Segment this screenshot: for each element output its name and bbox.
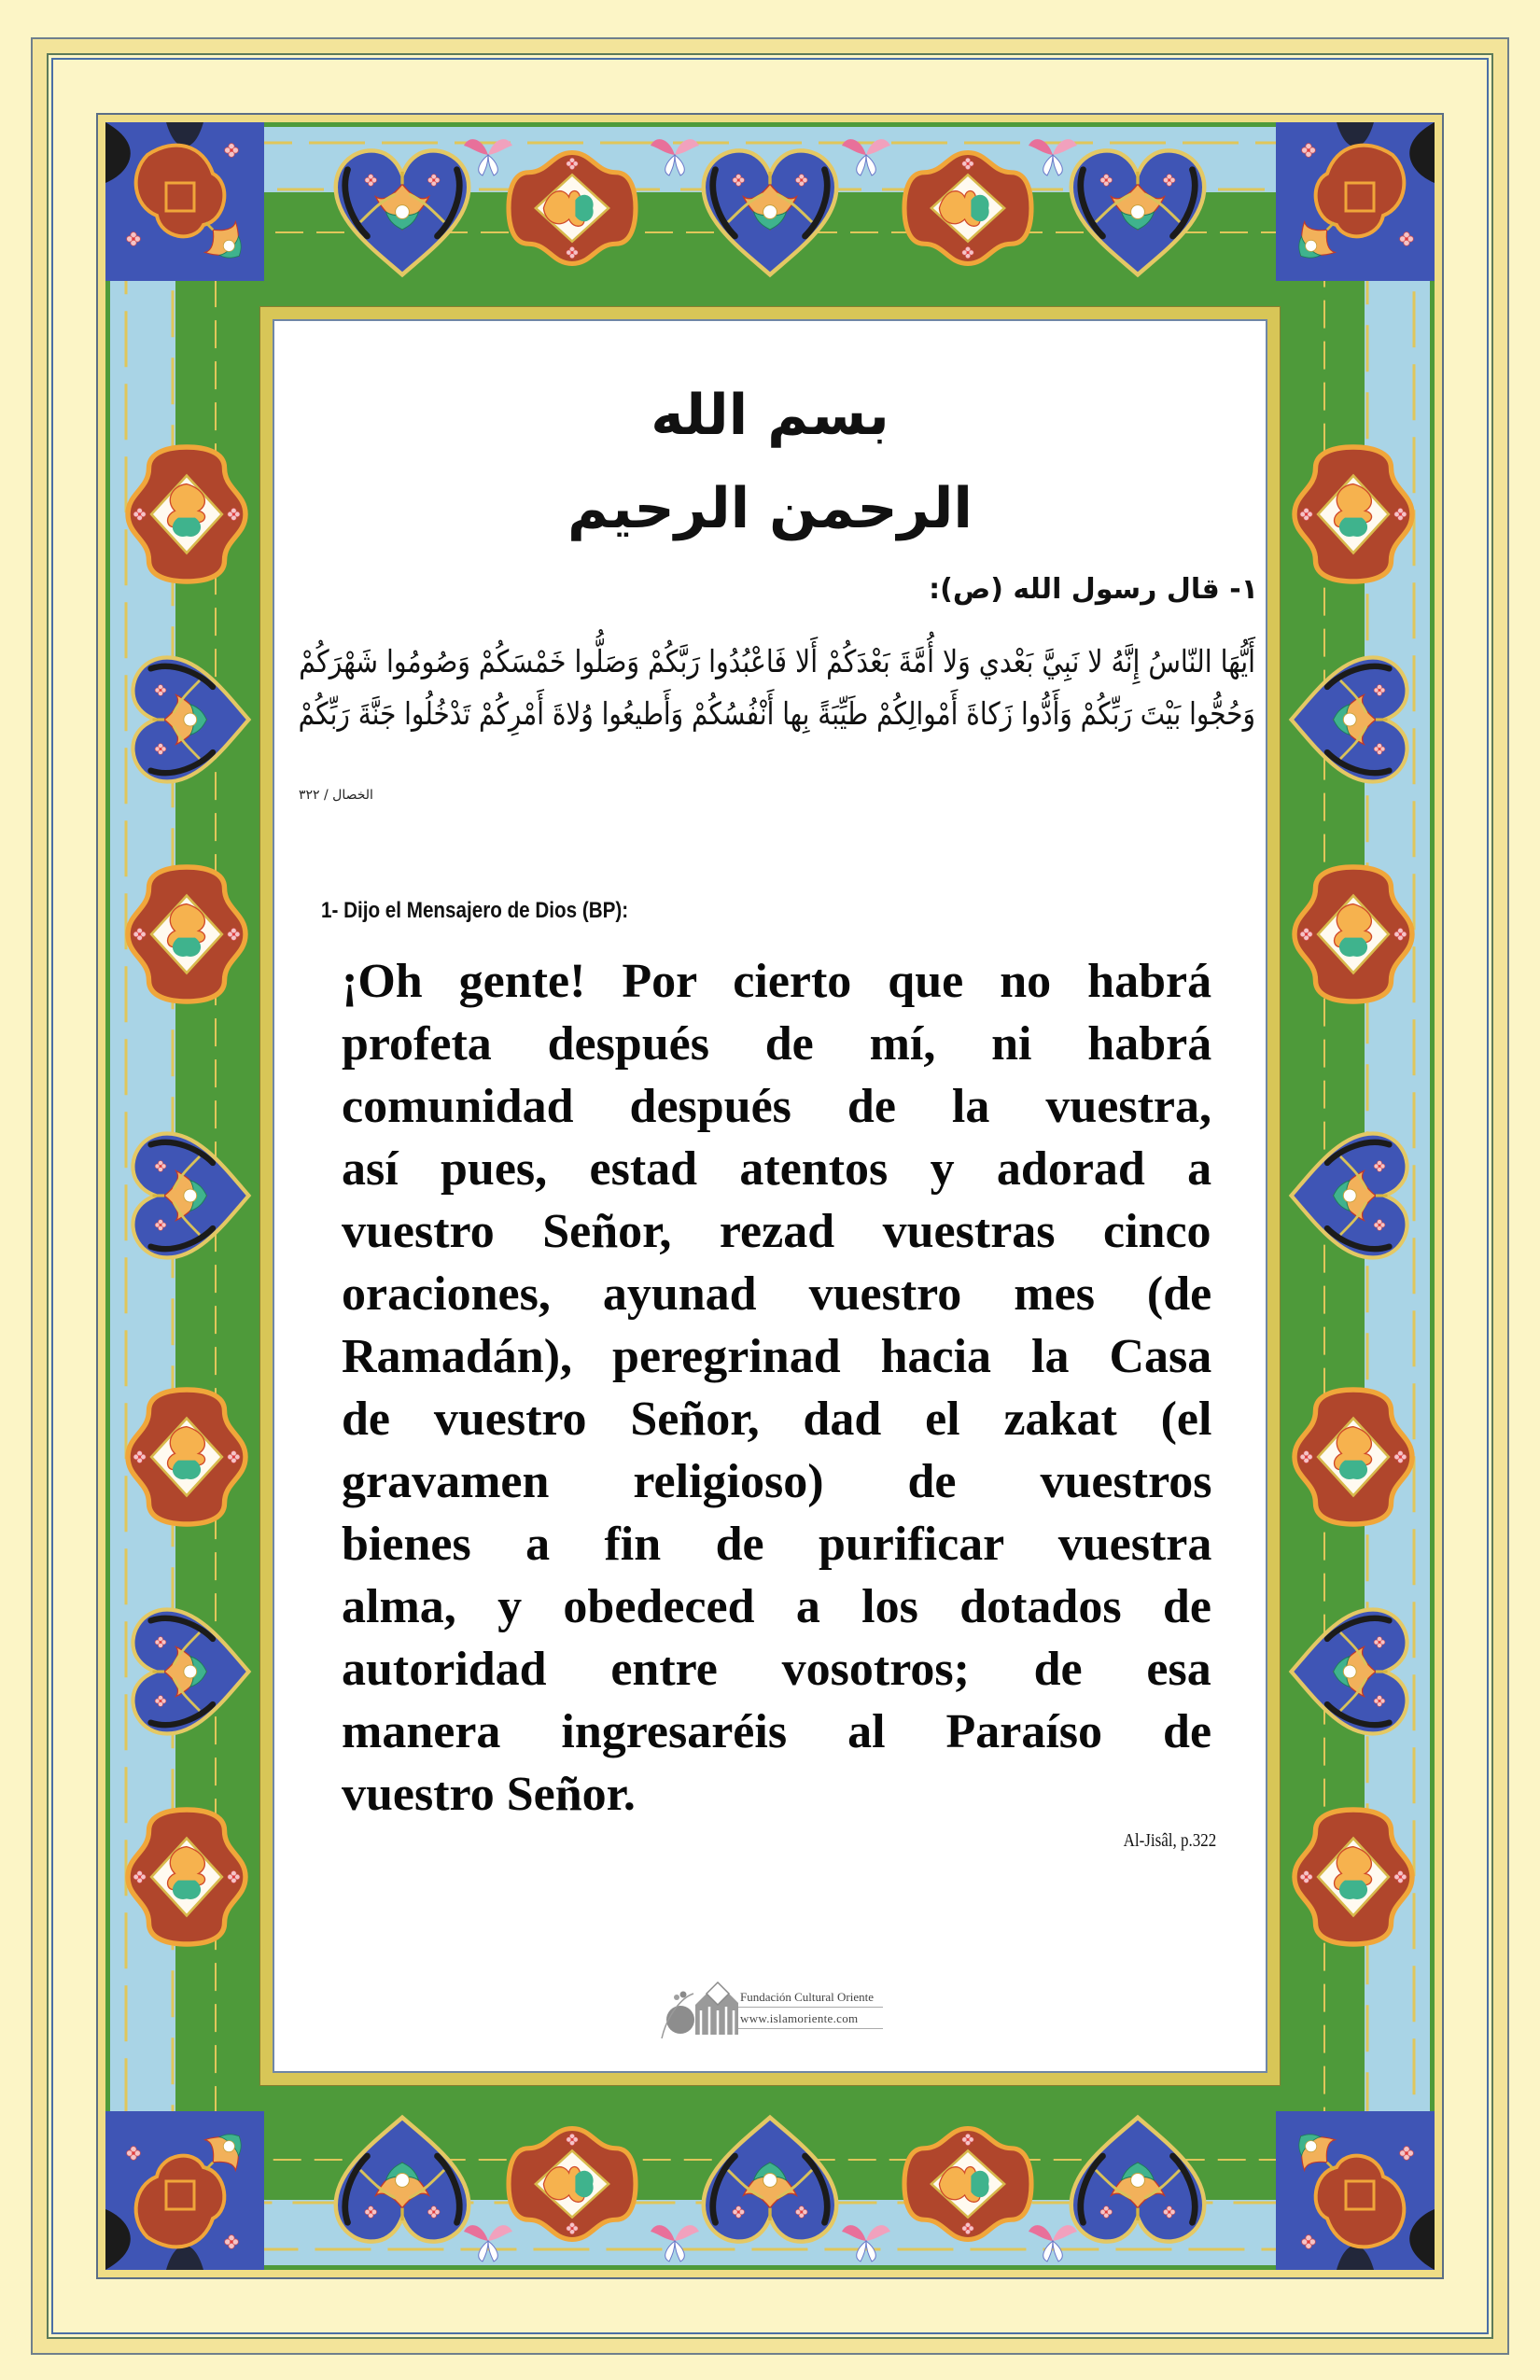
globe-arches-logo-icon (658, 1977, 738, 2044)
text-line: profeta después de mí, ni habrá (342, 1017, 1212, 1071)
text-line: así pues, estad atentos y adorad a (342, 1142, 1212, 1196)
bismillah-calligraphy: بسم الله الرحمن الرحيم (567, 383, 973, 541)
publisher-logo (658, 1977, 938, 2044)
spanish-heading: 1- Dijo el Mensajero de Dios (BP): (321, 898, 629, 923)
publisher-name: Fundación Cultural Oriente (740, 1990, 874, 2004)
arabic-heading: ١- قال رسول الله (ص): (929, 573, 1258, 606)
text-line: manera ingresaréis al Paraíso de (342, 1705, 1212, 1758)
text-line: bienes a fin de purificar vuestra (342, 1518, 1212, 1571)
logo-divider (738, 2007, 883, 2008)
citation: Al-Jisâl, p.322 (1123, 1830, 1216, 1851)
text-line: vuestro Señor. (342, 1768, 636, 1821)
text-line: autoridad entre vosotros; de esa (342, 1643, 1211, 1696)
text-line: de vuestro Señor, dad el zakat (el (342, 1393, 1212, 1446)
text-line: Ramadán), peregrinad hacia la Casa (342, 1330, 1212, 1383)
text-line: vuestro Señor, rezad vuestras cinco (342, 1205, 1211, 1258)
arabic-line: أَيُّهَا النّاسُ إِنَّهُ لا نَبِيَّ بَعْدي وَلا أُمَّةَ بَعْدَكُمْ أَلا فَاعْبُدُوا رَبَّكُمْ وَصَلُّوا خَمْسَكُمْ وَصُومُوا شَهْرَكُمْ (299, 643, 1255, 679)
text-line: comunidad después de la vuestra, (342, 1080, 1211, 1133)
arabic-source: الخصال / ٣٢٢ (299, 788, 373, 803)
text-line: gravamen religioso) de vuestros (342, 1455, 1212, 1508)
text-line: oraciones, ayunad vuestro mes (de (342, 1267, 1212, 1321)
text-line: ¡Oh gente! Por cierto que no habrá (342, 955, 1212, 1008)
hadith-text (342, 954, 1211, 1829)
arabic-line: وَحُجُّوا بَيْتَ رَبِّكُمْ وَأَدُّوا زَكاةَ أَمْوالِكُمْ طَيِّبَةً بِها أَنْفُسُكُمْ وَأَطيعُوا وُلاةَ أَمْرِكُمْ تَدْخُلُوا جَنَّةَ رَبِّكُمْ (298, 695, 1255, 732)
logo-divider (738, 2028, 883, 2029)
text-line: alma, y obedeced a los dotados de (342, 1580, 1211, 1633)
publisher-website[interactable]: www.islamoriente.com (740, 2011, 859, 2025)
